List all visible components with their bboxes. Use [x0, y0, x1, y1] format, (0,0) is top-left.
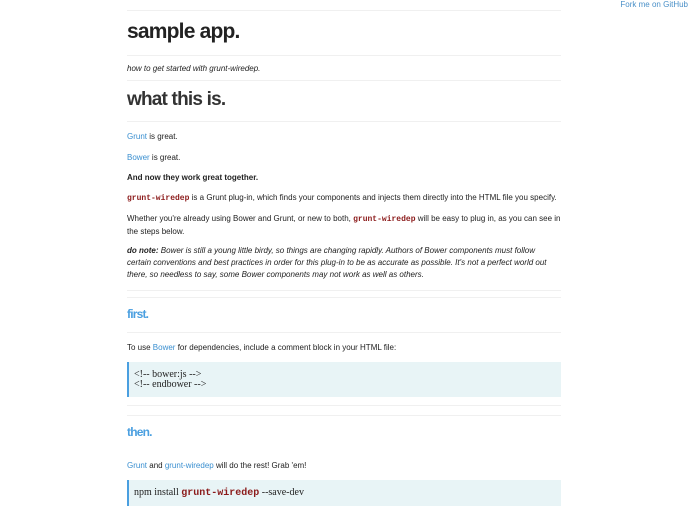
text: npm install: [134, 487, 182, 498]
bower-link[interactable]: Bower: [152, 343, 176, 352]
divider: [127, 290, 561, 291]
divider: [127, 10, 561, 11]
grunt-link[interactable]: Grunt: [127, 461, 148, 470]
code-grunt-wiredep: grunt-wiredep: [181, 488, 260, 499]
section-heading-what: what this is.: [127, 89, 226, 110]
divider: [127, 405, 561, 406]
text: is a Grunt plug-in, which finds your components and injects them directly into the HTML file you specify.: [189, 193, 557, 202]
text: is great.: [147, 132, 178, 141]
whether-paragraph: [127, 213, 561, 238]
code-block-npm-install: [127, 480, 561, 506]
text: Whether you're already using Bower and Grunt, or new to both,: [127, 214, 354, 223]
code-line: <!-- endbower -->: [134, 379, 207, 390]
code-line: <!-- bower:js -->: [134, 369, 202, 380]
code-grunt-wiredep: grunt-wiredep: [127, 194, 190, 203]
text: and: [147, 461, 165, 470]
note-paragraph: [127, 245, 561, 281]
text: will be easy to plug in, as you can see in the steps below.: [127, 214, 561, 236]
fork-me-on-github-link[interactable]: Fork me on GitHub: [620, 0, 688, 9]
divider: [127, 297, 561, 298]
divider: [127, 55, 561, 56]
divider: [127, 121, 561, 122]
bower-link[interactable]: Bower: [127, 153, 150, 162]
divider: [127, 415, 561, 416]
subtitle: how to get started with grunt-wiredep.: [127, 64, 261, 73]
description-paragraph: [127, 192, 561, 205]
section-heading-first: first.: [127, 307, 149, 321]
code-grunt-wiredep: grunt-wiredep: [353, 215, 416, 224]
grunt-paragraph: [127, 131, 561, 143]
text: --save-dev: [259, 487, 304, 498]
grunt-wiredep-link[interactable]: grunt-wiredep: [164, 461, 214, 470]
first-paragraph: [127, 342, 561, 354]
together-text: And now they work great together.: [127, 173, 259, 182]
divider: [127, 332, 561, 333]
text: To use: [127, 343, 153, 352]
bower-paragraph: [127, 152, 561, 164]
text: for dependencies, include a comment block in your HTML file:: [175, 343, 397, 352]
note-label: do note:: [127, 246, 159, 255]
divider: [127, 80, 561, 81]
text: is great.: [149, 153, 181, 162]
section-heading-then: then.: [127, 425, 152, 439]
text: Bower is still a young little birdy, so things are changing rapidly. Authors of Bower components must follow certain conventions and best practices in order for this plug-in to be as accurate as possible. It's not a perfect world out there, so needless to say, some Bower components may not work as well as others.: [127, 246, 547, 279]
then-paragraph: [127, 460, 561, 472]
grunt-link[interactable]: Grunt: [127, 132, 148, 141]
page-title: sample app.: [127, 20, 240, 43]
code-block-bower-comments: [127, 362, 561, 397]
text: will do the rest! Grab 'em!: [213, 461, 307, 470]
